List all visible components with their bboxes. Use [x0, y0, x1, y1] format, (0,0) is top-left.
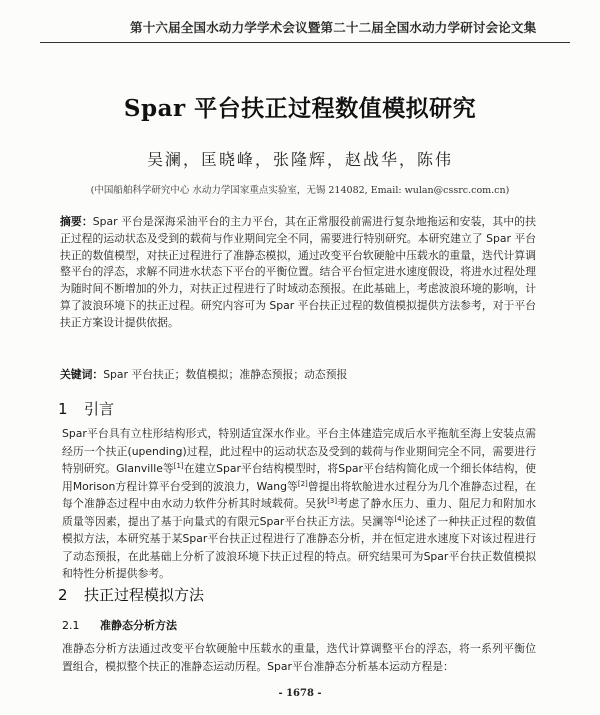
keywords-text: Spar 平台扶正；数值模拟；准静态预报；动态预报 — [103, 368, 348, 381]
introduction-paragraph — [62, 425, 536, 583]
page-number: - 1678 - — [278, 688, 322, 699]
header-rule — [40, 42, 570, 43]
paragraph-text: 考虑了静水压力、重力、阻尼力和附加水质量等因素，提出了基于向量式的有限元Spar平台扶正方法。吴澜等 — [62, 497, 536, 528]
abstract-text: Spar 平台是深海采油平台的主力平台，其在正常服役前需进行复杂地拖运和安装，其中的扶正过程的运动状态及受到的载荷与作业期间完全不同，需要进行特别研究。本研究建立了 Spar 平台扶正的数值模型，对扶正过程进行了准静态模拟，通过改变平台软硬舱中压载水的重量，迭代计算调整平台的浮态，求解不同进水状态下平台的平衡位置。结合平台恒定进水速度假设，将进水过程处理为随时间不断增加的外力，对扶正过程进行了时域动态预报。在此基础上，考虑波浪环境的影响，计算了波浪环境下的扶正过程。研究内容可为 Spar 平台扶正过程的数值模拟提供方法参考，对于平台扶正方案设计提供依据。 — [60, 215, 536, 329]
author-list: 吴澜，匡晓峰，张隆辉，赵战华，陈伟 — [146, 150, 453, 169]
citation-ref: [4] — [394, 514, 405, 523]
paper-title: Spar 平台扶正过程数值模拟研究 — [123, 95, 477, 122]
keywords-label: 关键词： — [60, 368, 104, 381]
section-title: 引言 — [84, 400, 115, 418]
methods-paragraph: 准静态分析方法通过改变平台软硬舱中压载水的重量，迭代计算调整平台的浮态，将一系列平衡位置组合，模拟整个扶正的准静态运动历程。Spar平台准静态分析基本运动方程是： — [62, 642, 536, 673]
paragraph-text: Spar平台具有立柱形结构形式，特别适宜深水作业。平台主体建造完成后水平拖航至海上安装点需经历一个扶正(upending)过程，此过程中的运动状态及受到的载荷与作业期间完全不同，需要进行特别研究。Glanville等 — [62, 427, 536, 475]
section-heading-methods — [58, 584, 204, 605]
section-heading-introduction — [58, 398, 114, 419]
subsection-heading — [62, 617, 177, 633]
citation-ref: [1] — [173, 462, 184, 470]
affiliation: (中国船舶科学研究中心 水动力学国家重点实验室，无锡 214082, Email: wulan@cssrc.com.cn) — [90, 185, 510, 196]
abstract-label: 摘要： — [60, 215, 93, 228]
paragraph-text: 曾提出将软舱进水过程分为几个准静态过程，在每个准静态过程中由水动力软件分析其时域载荷。吴狄 — [62, 479, 536, 510]
paragraph-text: 论述了一种扶正过程的数值模拟方法，本研究基于某Spar平台扶正过程进行了准静态分析，并在恒定进水速度下对该过程进行了动态预报，在此基础上分析了波浪环境下扶正过程的特点。研究结果可为Spar平台扶正数值模拟和特性分析提供参考。 — [62, 514, 537, 580]
subsection-number: 2.1 — [62, 619, 80, 632]
section-number: 2 — [58, 586, 68, 604]
abstract — [60, 214, 536, 332]
running-header: 第十六届全国水动力学学术会议暨第二十二届全国水动力学研讨会论文集 — [130, 20, 537, 35]
keywords — [60, 367, 536, 383]
section-title: 扶正过程模拟方法 — [84, 586, 205, 604]
subsection-title: 准静态分析方法 — [100, 619, 177, 632]
citation-ref: [3] — [327, 497, 338, 505]
citation-ref: [2] — [297, 479, 308, 488]
paragraph-text: 在建立Spar平台结构模型时，将Spar平台结构简化成一个细长体结构，使用Morison方程计算平台受到的波浪力，Wang等 — [62, 462, 536, 493]
section-number: 1 — [58, 400, 68, 418]
